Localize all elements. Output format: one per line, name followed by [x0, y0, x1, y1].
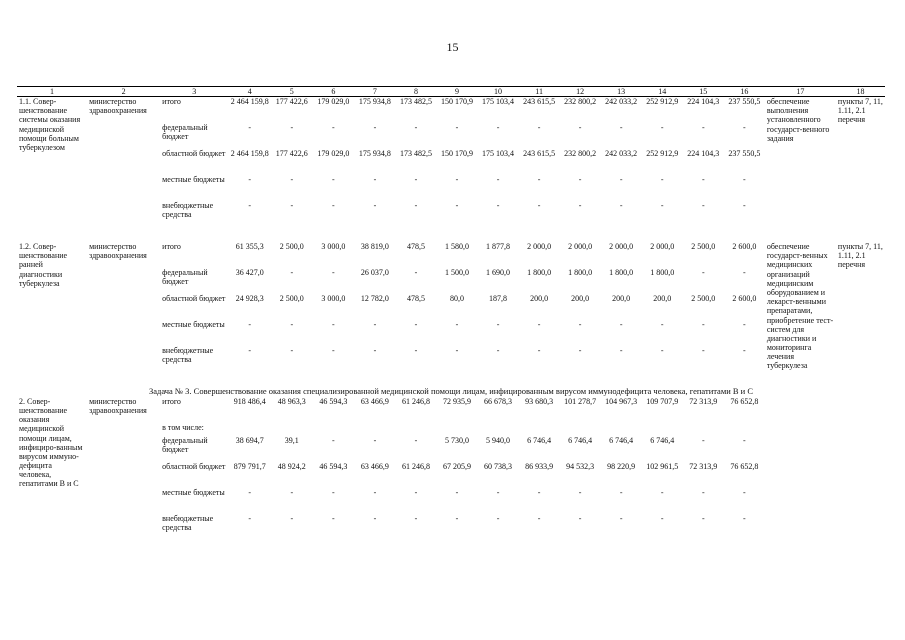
- financing-table: [17, 86, 885, 540]
- amount-cell: 237 550,5: [728, 97, 761, 106]
- amount-cell: -: [332, 513, 335, 523]
- amount-cell: 2 000,0: [650, 242, 675, 251]
- amount-cell: 252 912,9: [646, 97, 679, 106]
- amount-cell: 5 940,0: [486, 435, 511, 445]
- amount-cell: [436, 423, 477, 436]
- amount-cell: 61 355,3: [235, 242, 264, 251]
- amount-cell: -: [619, 320, 623, 329]
- header-row: [17, 87, 885, 97]
- funding-source-label: федеральный бюджет: [162, 268, 208, 287]
- amount-cell: -: [332, 201, 335, 210]
- amount-cell: 879 791,7: [233, 461, 266, 471]
- amount-cell: -: [660, 320, 664, 329]
- amount-cell: -: [455, 346, 459, 355]
- amount-cell: -: [332, 346, 335, 355]
- col-number: 18: [836, 87, 885, 97]
- amount-cell: 224 104,3: [687, 97, 720, 106]
- reference-points: пункты 7, 11, 1.11, 2.1 перечня: [837, 242, 883, 270]
- page-number: 15: [446, 40, 459, 54]
- amount-cell: -: [742, 435, 746, 445]
- amount-cell: -: [619, 513, 623, 523]
- amount-cell: -: [332, 435, 335, 445]
- funding-source-label: областной бюджет: [162, 149, 226, 158]
- amount-cell: -: [248, 175, 252, 184]
- executor: министерство здравоохранения: [89, 242, 147, 261]
- amount-cell: 2 500,0: [279, 294, 304, 303]
- amount-cell: 1 690,0: [486, 268, 511, 277]
- col-number: 8: [395, 87, 436, 97]
- amount-cell: -: [455, 487, 459, 497]
- amount-cell: -: [701, 175, 705, 184]
- col-number: 4: [228, 87, 271, 97]
- amount-cell: -: [578, 201, 582, 210]
- amount-cell: 1 800,0: [650, 268, 675, 277]
- amount-cell: 200,0: [612, 294, 631, 303]
- amount-cell: -: [701, 513, 705, 523]
- amount-cell: -: [414, 175, 418, 184]
- amount-cell: -: [742, 268, 746, 277]
- amount-cell: -: [701, 268, 705, 277]
- amount-cell: -: [496, 346, 500, 355]
- amount-cell: 175 103,4: [482, 97, 515, 106]
- amount-cell: -: [248, 201, 252, 210]
- amount-cell: -: [414, 513, 418, 523]
- amount-cell: [683, 423, 724, 436]
- funding-source-label: местные бюджеты: [162, 320, 225, 329]
- amount-cell: -: [455, 513, 459, 523]
- amount-cell: -: [578, 346, 582, 355]
- funding-source-label: в том числе:: [162, 422, 204, 432]
- col-number: 1: [17, 87, 87, 97]
- amount-cell: 177 422,6: [275, 97, 308, 106]
- amount-cell: 24 928,3: [235, 294, 264, 303]
- amount-cell: 173 482,5: [399, 97, 432, 106]
- amount-cell: -: [701, 435, 705, 445]
- expected-result: обеспечение государст-венных медицинских организаций медицинским оборудованием и лекарст-венными препаратами, приобретение тест-систем для диагностики и мониторинга лечения туберкулеза: [766, 242, 834, 371]
- amount-cell: 6 746,4: [609, 435, 634, 445]
- amount-cell: 38 694,7: [235, 435, 264, 445]
- table-row: [17, 242, 885, 268]
- amount-cell: 36 427,0: [235, 268, 264, 277]
- col-number: 3: [160, 87, 228, 97]
- amount-cell: 2 500,0: [279, 242, 304, 251]
- amount-cell: 1 800,0: [527, 268, 552, 277]
- amount-cell: [228, 423, 271, 436]
- funding-source-label: внебюджетные средства: [162, 346, 214, 365]
- amount-cell: 150 170,9: [440, 149, 473, 158]
- amount-cell: 175 934,8: [358, 97, 391, 106]
- col-number: 9: [436, 87, 477, 97]
- amount-cell: -: [537, 320, 541, 329]
- amount-cell: [560, 423, 601, 436]
- amount-cell: -: [701, 123, 705, 132]
- col-number: 14: [642, 87, 683, 97]
- col-number: 7: [354, 87, 395, 97]
- col-number: 6: [312, 87, 354, 97]
- amount-cell: -: [414, 487, 418, 497]
- amount-cell: -: [619, 201, 623, 210]
- amount-cell: -: [496, 201, 500, 210]
- table-row: [17, 397, 885, 423]
- col-number: 11: [519, 87, 560, 97]
- amount-cell: -: [290, 487, 294, 497]
- table-row: [17, 97, 885, 124]
- amount-cell: -: [742, 487, 746, 497]
- col-number: 17: [765, 87, 836, 97]
- amount-cell: 26 037,0: [360, 268, 389, 277]
- amount-cell: -: [414, 346, 418, 355]
- funding-source-label: местные бюджеты: [162, 487, 225, 497]
- amount-cell: 175 934,8: [358, 149, 391, 158]
- amount-cell: -: [290, 513, 294, 523]
- amount-cell: 6 746,4: [568, 435, 593, 445]
- group-spacer: [17, 227, 885, 242]
- amount-cell: -: [537, 513, 541, 523]
- col-number: 5: [271, 87, 312, 97]
- amount-cell: 66 678,3: [484, 396, 513, 406]
- amount-cell: -: [578, 175, 582, 184]
- amount-cell: -: [373, 123, 377, 132]
- amount-cell: 2 500,0: [691, 242, 716, 251]
- amount-cell: -: [455, 123, 459, 132]
- amount-cell: -: [742, 201, 746, 210]
- amount-cell: -: [742, 346, 746, 355]
- col-number: 13: [601, 87, 642, 97]
- amount-cell: 175 103,4: [482, 149, 515, 158]
- amount-cell: 2 464 159,8: [230, 149, 269, 158]
- task-heading: Задача № 3. Совершенствование оказания специализированной медицинской помощи лицам, инфицированным вирусом иммунодефицита человека, гепатитами В и С: [148, 387, 754, 396]
- amount-cell: 224 104,3: [687, 149, 720, 158]
- amount-cell: -: [660, 123, 664, 132]
- amount-cell: -: [332, 175, 335, 184]
- amount-cell: 98 220,9: [607, 461, 636, 471]
- amount-cell: 6 746,4: [650, 435, 675, 445]
- amount-cell: [642, 423, 683, 436]
- amount-cell: 61 246,8: [401, 396, 430, 406]
- amount-cell: -: [660, 201, 664, 210]
- amount-cell: -: [290, 320, 294, 329]
- amount-cell: -: [248, 487, 252, 497]
- amount-cell: -: [248, 320, 252, 329]
- col-number: 15: [683, 87, 724, 97]
- amount-cell: -: [373, 320, 377, 329]
- amount-cell: 46 594,3: [319, 396, 348, 406]
- amount-cell: -: [537, 123, 541, 132]
- amount-cell: -: [290, 123, 294, 132]
- amount-cell: -: [332, 268, 335, 277]
- amount-cell: -: [742, 513, 746, 523]
- executor: министерство здравоохранения: [89, 396, 147, 415]
- amount-cell: -: [373, 487, 377, 497]
- funding-source-label: местные бюджеты: [162, 175, 225, 184]
- amount-cell: -: [701, 320, 705, 329]
- amount-cell: 232 800,2: [564, 97, 597, 106]
- funding-source-label: итого: [162, 97, 181, 106]
- amount-cell: -: [290, 268, 294, 277]
- funding-source-label: внебюджетные средства: [162, 201, 214, 220]
- amount-cell: 76 652,8: [730, 396, 759, 406]
- amount-cell: 48 924,2: [277, 461, 306, 471]
- amount-cell: -: [455, 201, 459, 210]
- amount-cell: -: [619, 175, 623, 184]
- measure-name: 1.1. Совер-шенствование системы оказания медицинской помощи больным туберкулезом: [19, 97, 81, 152]
- amount-cell: 242 033,2: [605, 149, 638, 158]
- amount-cell: 2 500,0: [691, 294, 716, 303]
- amount-cell: 2 600,0: [732, 242, 757, 251]
- amount-cell: -: [455, 175, 459, 184]
- amount-cell: 102 961,5: [646, 461, 679, 471]
- amount-cell: 46 594,3: [319, 461, 348, 471]
- amount-cell: -: [660, 513, 664, 523]
- amount-cell: -: [619, 487, 623, 497]
- amount-cell: 12 782,0: [360, 294, 389, 303]
- amount-cell: -: [619, 346, 623, 355]
- amount-cell: [271, 423, 312, 436]
- reference-points: [836, 397, 885, 540]
- amount-cell: 200,0: [571, 294, 590, 303]
- amount-cell: 252 912,9: [646, 149, 679, 158]
- amount-cell: 93 680,3: [525, 396, 554, 406]
- amount-cell: -: [701, 487, 705, 497]
- amount-cell: 1 580,0: [444, 242, 469, 251]
- amount-cell: 63 466,9: [360, 461, 389, 471]
- amount-cell: 232 800,2: [564, 149, 597, 158]
- amount-cell: 918 486,4: [233, 396, 266, 406]
- amount-cell: 1 800,0: [609, 268, 634, 277]
- amount-cell: -: [332, 487, 335, 497]
- amount-cell: -: [742, 320, 746, 329]
- amount-cell: -: [742, 175, 746, 184]
- amount-cell: 76 652,8: [730, 461, 759, 471]
- amount-cell: -: [578, 487, 582, 497]
- amount-cell: 60 738,3: [484, 461, 513, 471]
- amount-cell: -: [496, 175, 500, 184]
- amount-cell: [395, 423, 436, 436]
- group-spacer: [17, 372, 885, 387]
- amount-cell: -: [660, 487, 664, 497]
- amount-cell: -: [414, 123, 418, 132]
- amount-cell: -: [742, 123, 746, 132]
- expected-result: [765, 397, 836, 540]
- col-number: 12: [560, 87, 601, 97]
- funding-source-label: областной бюджет: [162, 294, 226, 303]
- amount-cell: -: [537, 346, 541, 355]
- amount-cell: 1 800,0: [568, 268, 593, 277]
- expected-result: обеспечение выполнения установленного государст-венного задания: [766, 97, 830, 143]
- amount-cell: -: [496, 320, 500, 329]
- amount-cell: -: [248, 513, 252, 523]
- amount-cell: -: [248, 123, 252, 132]
- amount-cell: 179 029,0: [317, 149, 350, 158]
- funding-source-label: внебюджетные средства: [162, 513, 214, 532]
- amount-cell: 3 000,0: [321, 242, 346, 251]
- amount-cell: -: [373, 346, 377, 355]
- amount-cell: 1 877,8: [486, 242, 511, 251]
- amount-cell: 48 963,3: [277, 396, 306, 406]
- amount-cell: -: [496, 123, 500, 132]
- funding-source-label: федеральный бюджет: [162, 123, 208, 142]
- amount-cell: 67 205,9: [442, 461, 471, 471]
- executor: министерство здравоохранения: [89, 97, 147, 116]
- funding-source-label: областной бюджет: [162, 461, 226, 471]
- amount-cell: -: [496, 513, 500, 523]
- amount-cell: -: [537, 175, 541, 184]
- amount-cell: -: [578, 320, 582, 329]
- amount-cell: -: [496, 487, 500, 497]
- reference-points: пункты 7, 11, 1.11, 2.1 перечня: [837, 97, 883, 125]
- amount-cell: -: [373, 435, 377, 445]
- amount-cell: -: [414, 435, 418, 445]
- amount-cell: -: [373, 513, 377, 523]
- measure-name: 2. Совер-шенствование оказания медицинской помощи лицам, инфициро-ванным вирусом иммуно-дефицита человека, гепатитами В и С: [19, 396, 83, 489]
- amount-cell: -: [455, 320, 459, 329]
- amount-cell: 6 746,4: [527, 435, 552, 445]
- col-number: 10: [478, 87, 519, 97]
- amount-cell: 150 170,9: [440, 97, 473, 106]
- col-number: 2: [87, 87, 160, 97]
- amount-cell: [601, 423, 642, 436]
- amount-cell: 1 500,0: [444, 268, 469, 277]
- amount-cell: 72 313,9: [689, 461, 718, 471]
- task-heading-row: [17, 387, 885, 397]
- amount-cell: 2 600,0: [732, 294, 757, 303]
- amount-cell: 3 000,0: [321, 294, 346, 303]
- amount-cell: -: [537, 487, 541, 497]
- amount-cell: 39,1: [284, 435, 299, 445]
- funding-source-label: итого: [162, 396, 181, 406]
- amount-cell: 200,0: [653, 294, 672, 303]
- amount-cell: 478,5: [406, 242, 425, 251]
- amount-cell: 2 000,0: [609, 242, 634, 251]
- amount-cell: -: [332, 123, 335, 132]
- amount-cell: -: [660, 346, 664, 355]
- amount-cell: 94 532,3: [566, 461, 595, 471]
- amount-cell: [312, 423, 354, 436]
- amount-cell: -: [373, 175, 377, 184]
- amount-cell: 72 935,9: [442, 396, 471, 406]
- amount-cell: 61 246,8: [401, 461, 430, 471]
- amount-cell: 243 615,5: [523, 149, 556, 158]
- amount-cell: -: [373, 201, 377, 210]
- amount-cell: 80,0: [449, 294, 464, 303]
- amount-cell: -: [290, 201, 294, 210]
- amount-cell: -: [332, 320, 335, 329]
- amount-cell: 242 033,2: [605, 97, 638, 106]
- amount-cell: 104 967,3: [605, 396, 638, 406]
- amount-cell: -: [290, 175, 294, 184]
- amount-cell: [724, 423, 765, 436]
- amount-cell: 86 933,9: [525, 461, 554, 471]
- amount-cell: -: [290, 346, 294, 355]
- amount-cell: 187,8: [489, 294, 508, 303]
- amount-cell: 63 466,9: [360, 396, 389, 406]
- amount-cell: -: [660, 175, 664, 184]
- amount-cell: 200,0: [530, 294, 549, 303]
- amount-cell: -: [414, 268, 418, 277]
- amount-cell: -: [414, 320, 418, 329]
- amount-cell: -: [701, 346, 705, 355]
- amount-cell: 2 000,0: [568, 242, 593, 251]
- amount-cell: -: [414, 201, 418, 210]
- amount-cell: 179 029,0: [317, 97, 350, 106]
- amount-cell: 5 730,0: [444, 435, 469, 445]
- amount-cell: 478,5: [406, 294, 425, 303]
- amount-cell: [478, 423, 519, 436]
- amount-cell: 173 482,5: [399, 149, 432, 158]
- amount-cell: [354, 423, 395, 436]
- amount-cell: [519, 423, 560, 436]
- amount-cell: 177 422,6: [275, 149, 308, 158]
- amount-cell: 2 464 159,8: [230, 97, 269, 106]
- amount-cell: -: [578, 123, 582, 132]
- amount-cell: 243 615,5: [523, 97, 556, 106]
- amount-cell: 101 278,7: [564, 396, 597, 406]
- amount-cell: -: [701, 201, 705, 210]
- amount-cell: 38 819,0: [360, 242, 389, 251]
- amount-cell: 237 550,5: [728, 149, 761, 158]
- amount-cell: 72 313,9: [689, 396, 718, 406]
- measure-name: 1.2. Совер-шенствование ранней диагностики туберкулеза: [19, 242, 68, 288]
- amount-cell: 2 000,0: [527, 242, 552, 251]
- col-number: 16: [724, 87, 765, 97]
- amount-cell: 109 707,9: [646, 396, 679, 406]
- amount-cell: -: [619, 123, 623, 132]
- amount-cell: -: [578, 513, 582, 523]
- amount-cell: -: [248, 346, 252, 355]
- funding-source-label: итого: [162, 242, 181, 251]
- funding-source-label: федеральный бюджет: [162, 435, 208, 454]
- amount-cell: -: [537, 201, 541, 210]
